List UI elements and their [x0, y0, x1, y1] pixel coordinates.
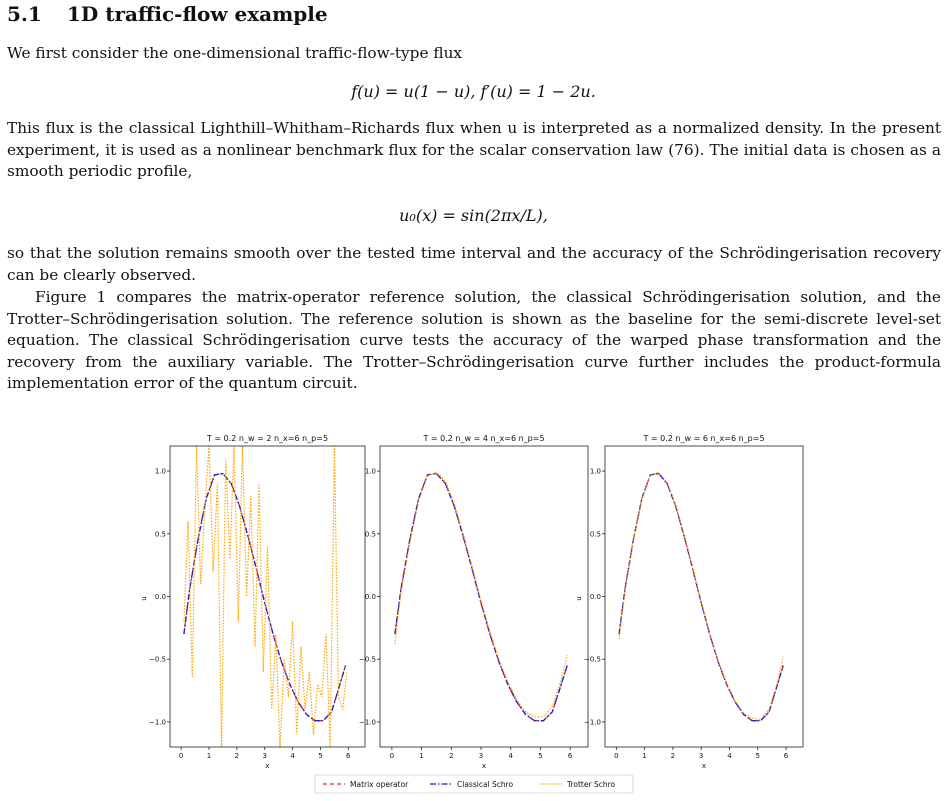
y-tick-label: 0.0 [589, 593, 601, 601]
series-line-classical-schro [184, 474, 346, 721]
x-tick-label: 2 [234, 752, 240, 760]
x-tick-label: 5 [318, 752, 323, 760]
legend-label-classical: Classical Schro [457, 780, 514, 789]
equation-flux: f(u) = u(1 − u), f′(u) = 1 − 2u. [351, 82, 596, 101]
x-tick-label: 0 [178, 752, 184, 760]
y-tick-label: −0.5 [359, 655, 376, 664]
plot-frame [170, 446, 365, 747]
x-tick-label: 3 [478, 752, 484, 760]
series-line-matrix-operator [184, 474, 346, 721]
x-tick-label: 3 [698, 752, 704, 760]
y-tick-label: 0.0 [364, 593, 376, 601]
y-tick-label: 0.0 [154, 593, 166, 601]
section-heading [7, 2, 328, 26]
x-axis-label: x [701, 762, 707, 770]
series-line-classical-schro [395, 474, 567, 721]
y-tick-label: −1.0 [359, 718, 376, 727]
y-tick-label: 0.5 [589, 530, 601, 539]
x-tick-label: 1 [419, 752, 424, 760]
equation-initial-data: u₀(x) = sin(2πx/L), [399, 206, 548, 225]
legend-label-trotter: Trotter Schro [567, 780, 616, 789]
y-tick-label: −1.0 [149, 718, 166, 727]
y-tick-label: −0.5 [149, 655, 166, 664]
y-tick-label: −1.0 [584, 718, 601, 727]
y-tick-label: 1.0 [589, 467, 601, 476]
series-line-trotter-schro [184, 446, 347, 747]
x-axis-label: x [265, 762, 270, 770]
subplot-title: T = 0.2 n_w = 2 n_x=6 n_p=5 [206, 434, 329, 443]
paragraph-figure-description: Figure 1 compares the matrix-operator reference solution, the classical Schrödingerisation solution, and the Trotter–Schrödingerisation solution. The reference solution is shown as the baseline for the semi-discrete level-set equation. The classical Schrödingerisation curve tests the accuracy of the warped phase transformation and the recovery from the auxiliary variable. The Trotter–Schrödingerisation curve further includes the product-formula implementation error of the quantum circuit. [7, 288, 941, 392]
subplot-3 [575, 434, 803, 770]
section-title-text: 1D traffic-flow example [67, 2, 328, 26]
x-tick-label: 4 [727, 752, 732, 760]
series-line-trotter-schro [395, 472, 567, 717]
y-axis-label: u [575, 596, 583, 601]
x-tick-label: 1 [206, 752, 212, 760]
x-tick-label: 6 [346, 752, 351, 760]
subplot-1 [140, 434, 365, 770]
x-tick-label: 5 [538, 752, 543, 760]
x-tick-label: 4 [290, 752, 295, 760]
x-tick-label: 5 [755, 752, 760, 760]
series-line-matrix-operator [395, 474, 567, 721]
y-tick-label: 1.0 [154, 467, 166, 476]
series-line-trotter-schro [619, 472, 783, 719]
legend-label-matrix: Matrix operator [350, 780, 409, 789]
series-line-matrix-operator [619, 474, 783, 721]
plot-frame [605, 446, 803, 747]
legend [315, 775, 633, 793]
section-number: 5.1 [7, 2, 42, 26]
x-tick-label: 3 [262, 752, 267, 760]
y-tick-label: −0.5 [584, 655, 601, 664]
x-tick-label: 1 [642, 752, 647, 760]
subplot-2 [359, 434, 588, 770]
series-line-classical-schro [619, 474, 783, 721]
x-tick-label: 2 [670, 752, 676, 760]
x-tick-label: 6 [567, 752, 573, 760]
paragraph-smooth: so that the solution remains smooth over the tested time interval and the accuracy of the Schrödingerisation recovery can be clearly observed. [7, 244, 941, 284]
figure-svg [125, 425, 825, 797]
y-axis-label: u [140, 596, 148, 601]
x-tick-label: 4 [508, 752, 513, 760]
paragraph-intro: We first consider the one-dimensional traffic-flow-type flux [7, 44, 463, 62]
x-tick-label: 0 [614, 752, 619, 760]
x-tick-label: 2 [449, 752, 454, 760]
paragraph-lwr: This flux is the classical Lighthill–Whitham–Richards flux when u is interpreted as a normalized density. In the present experiment, it is used as a nonlinear benchmark flux for the scalar conservation law (76). The initial data is chosen as a smooth periodic profile, [7, 119, 941, 180]
x-tick-label: 6 [783, 752, 789, 760]
figure-1 [125, 425, 825, 797]
y-tick-label: 0.5 [364, 530, 376, 539]
x-tick-label: 0 [389, 752, 395, 760]
plot-frame [380, 446, 588, 747]
subplot-title: T = 0.2 n_w = 4 n_x=6 n_p=5 [423, 434, 545, 443]
x-axis-label: x [481, 762, 487, 770]
y-tick-label: 0.5 [154, 530, 166, 539]
subplot-title: T = 0.2 n_w = 6 n_x=6 n_p=5 [643, 434, 765, 443]
y-tick-label: 1.0 [364, 467, 376, 476]
